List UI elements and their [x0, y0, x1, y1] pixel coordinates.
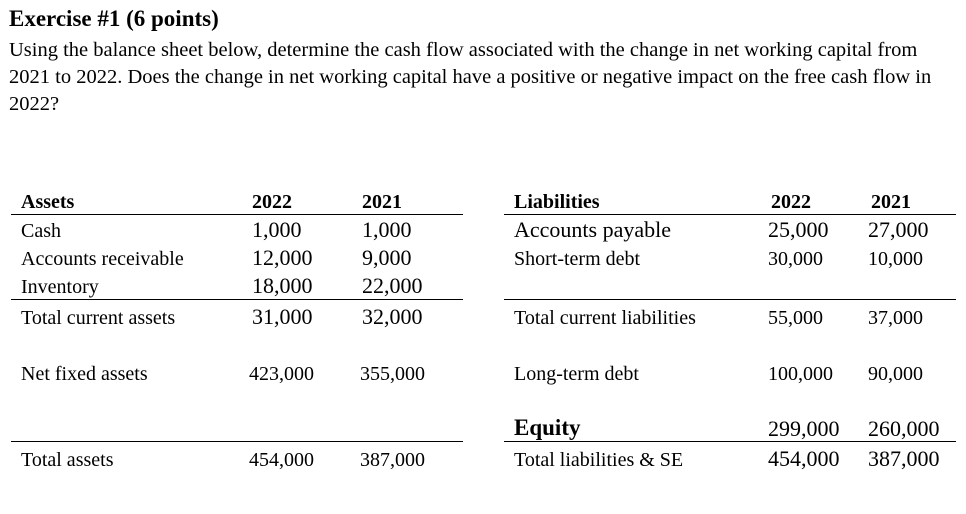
net-fixed-assets-2021: 355,000: [360, 363, 425, 385]
total-assets-2021: 387,000: [360, 449, 425, 471]
accounts-receivable-2022: 12,000: [252, 245, 313, 270]
cash-2021: 1,000: [362, 217, 412, 242]
exercise-prompt: Using the balance sheet below, determine the cash flow associated with the change in net working capital from 2021 to 2022. Does the change in net working capital have a positive or negative impact on the free cash flow in 2022?: [9, 39, 932, 115]
accounts-payable-2021: 27,000: [868, 217, 929, 242]
current-assets-total-rule: [11, 299, 463, 300]
total-current-assets-2022: 31,000: [252, 304, 313, 329]
liabilities-header-rule: [504, 214, 956, 215]
cash-2022: 1,000: [252, 217, 302, 242]
total-current-liabilities-2022: 55,000: [768, 307, 823, 329]
assets-year-2021-header: 2021: [362, 191, 402, 213]
long-term-debt-label: Long-term debt: [514, 363, 639, 385]
total-liabilities-se-rule: [504, 441, 956, 442]
short-term-debt-2021: 10,000: [868, 248, 923, 270]
total-liabilities-se-2021: 387,000: [868, 446, 940, 471]
exercise-title: Exercise #1 (6 points): [9, 6, 219, 31]
equity-2022: 299,000: [768, 416, 840, 441]
current-liabilities-total-rule: [504, 299, 956, 300]
total-assets-2022: 454,000: [249, 449, 314, 471]
total-current-liabilities-label: Total current liabilities: [514, 307, 696, 329]
short-term-debt-label: Short-term debt: [514, 248, 641, 270]
total-current-assets-label: Total current assets: [21, 307, 176, 329]
long-term-debt-2021: 90,000: [868, 363, 923, 385]
assets-year-2022-header: 2022: [252, 191, 292, 213]
total-assets-rule: [11, 441, 463, 442]
total-assets-label: Total assets: [21, 449, 114, 471]
total-current-liabilities-2021: 37,000: [868, 307, 923, 329]
accounts-payable-2022: 25,000: [768, 217, 829, 242]
total-liabilities-se-label: Total liabilities & SE: [514, 449, 684, 471]
inventory-2022: 18,000: [252, 273, 313, 298]
liabilities-year-2021-header: 2021: [871, 191, 911, 213]
accounts-receivable-2021: 9,000: [362, 245, 412, 270]
cash-label: Cash: [21, 220, 61, 242]
accounts-payable-label: Accounts payable: [514, 217, 671, 242]
equity-label: Equity: [514, 415, 581, 440]
liabilities-year-2022-header: 2022: [771, 191, 811, 213]
inventory-2021: 22,000: [362, 273, 423, 298]
long-term-debt-2022: 100,000: [768, 363, 833, 385]
equity-2021: 260,000: [868, 416, 940, 441]
total-liabilities-se-2022: 454,000: [768, 446, 840, 471]
liabilities-header: Liabilities: [514, 191, 600, 213]
net-fixed-assets-2022: 423,000: [249, 363, 314, 385]
short-term-debt-2022: 30,000: [768, 248, 823, 270]
total-current-assets-2021: 32,000: [362, 304, 423, 329]
net-fixed-assets-label: Net fixed assets: [21, 363, 148, 385]
assets-header: Assets: [21, 191, 75, 213]
assets-header-rule: [11, 214, 463, 215]
inventory-label: Inventory: [21, 276, 99, 298]
accounts-receivable-label: Accounts receivable: [21, 248, 184, 270]
